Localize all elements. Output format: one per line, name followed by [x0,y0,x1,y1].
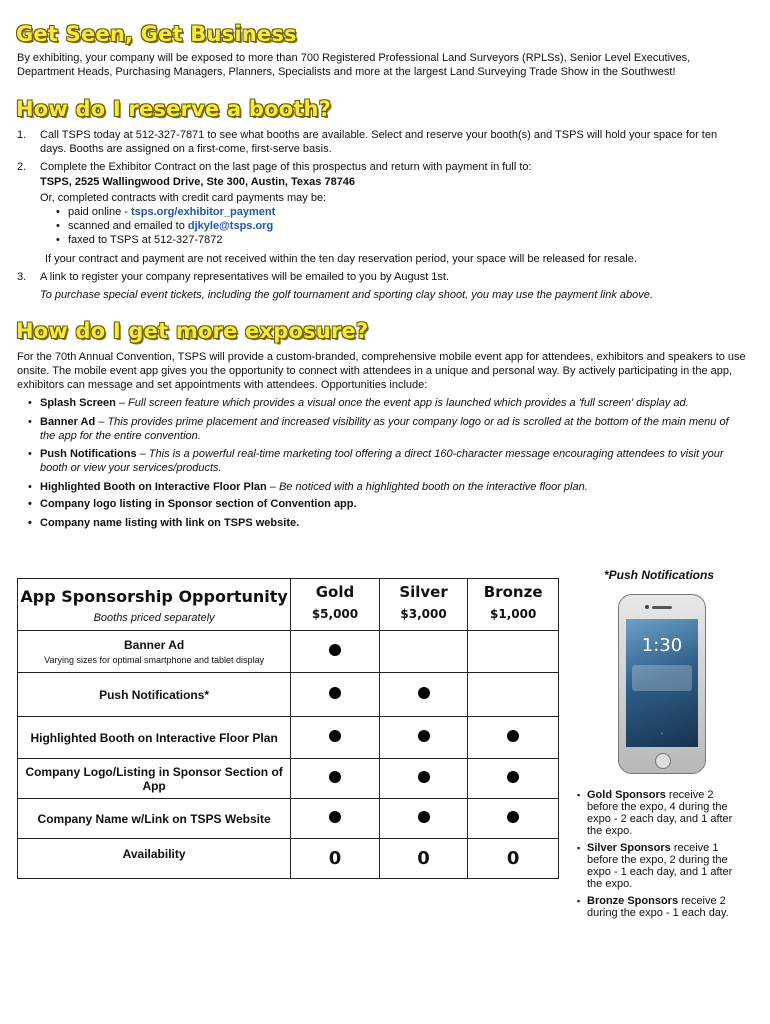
included-dot [329,687,341,699]
push-notifications-title: *Push Notifications [604,568,715,582]
heading-get-seen: Get Seen, Get Business [16,22,297,46]
included-dot [507,771,519,783]
phone-notification [632,665,692,691]
tier-silver-header: Silver $3,000 [379,579,468,631]
step-1-number: 1. [17,129,27,141]
tier-bronze-header: Bronze $1,000 [468,579,559,631]
row-label: Company Logo/Listing in Sponsor Section of App [18,759,291,799]
mailing-address: TSPS, 2525 Wallingwood Drive, Ste 300, Austin, Texas 78746 [40,176,356,188]
included-dot [329,811,341,823]
opportunity-splash-screen: • Splash Screen – Full screen feature which provides a visual once the event app is launched which provides a 'full screen' display ad. [40,396,740,410]
row-label: Banner Ad Varying sizes for optimal smartphone and tablet display [18,631,291,673]
table-subtitle: Booths priced separately [93,612,215,624]
opportunity-banner-ad: • Banner Ad – This provides prime placement and increased visibility as your company logo or ad is scrolled at the bottom of the main menu of the app for the entire convention. [40,415,740,443]
table-row [18,799,559,839]
heading-more-exposure: How do I get more exposure? [16,319,369,343]
step-3-text: A link to register your company representatives will be emailed to you by August 1st. [40,271,450,283]
email-link[interactable]: djkyle@tsps.org [187,220,274,232]
step-2-number: 2. [17,161,27,173]
included-dot [507,811,519,823]
step-1-text: Call TSPS today at 512-327-7871 to see what booths are available. Select and reserve your booth(s) and TSPS will hold your space for ten days. Booths are assigned on a first-come, first-serve basis. [40,129,718,155]
included-dot [418,687,430,699]
row-label: Company Name w/Link on TSPS Website [18,799,291,839]
heading-reserve-booth: How do I reserve a booth? [16,97,332,121]
included-dot [329,644,341,656]
availability-gold: 0 [291,839,380,879]
table-row [18,839,559,879]
sponsorship-table [17,578,559,879]
payment-option-online: • paid online - tsps.org/exhibitor_payment [68,205,275,219]
included-dot [418,811,430,823]
table-title: App Sponsorship Opportunity [20,587,288,606]
row-label: Highlighted Booth on Interactive Floor Plan [18,717,291,759]
step-2-text: Complete the Exhibitor Contract on the last page of this prospectus and return with payment in full to: [40,161,532,173]
phone-home-button [655,753,671,769]
table-row [18,673,559,717]
payment-link[interactable]: tsps.org/exhibitor_payment [131,206,276,218]
silver-sponsors-note: ▪ Silver Sponsors receive 1 before the expo, 2 during the expo - 1 each day, and 1 after the expo. [587,842,747,890]
phone-lock-screen: 1:30 › [626,619,698,747]
opportunity-highlighted-booth: • Highlighted Booth on Interactive Floor Plan – Be noticed with a highlighted booth on the interactive floor plan. [40,480,740,494]
included-dot [418,730,430,742]
exposure-paragraph: For the 70th Annual Convention, TSPS will provide a custom-branded, comprehensive mobile event app for attendees, exhibitors and speakers to use onsite. The mobile event app gives you the opportunity to connect with attendees in a unique and personal way. By actively participating in the app, exhibitors can message and set appointments with attendees. Opportunities include: [17,351,746,391]
intro-paragraph: By exhibiting, your company will be exposed to more than 700 Registered Professional Land Surveyors (RPLSs), Senior Level Executives, Department Heads, Purchasing Managers, Planners, Specialists and more at the largest Land Surveying Trade Show in the Southwest! [17,52,691,78]
phone-image [618,594,706,774]
table-title-cell [18,579,291,631]
tier-gold-header: Gold $5,000 [291,579,380,631]
opportunity-push-notifications: • Push Notifications – This is a powerful real-time marketing tool offering a direct 160-character message encouraging attendees to visit your booth or view your services/products. [40,447,740,475]
payment-option-email: • scanned and emailed to djkyle@tsps.org [68,219,273,233]
bronze-sponsors-note: ▪ Bronze Sponsors receive 2 during the expo - 1 each day. [587,895,747,919]
reservation-warning: If your contract and payment are not received within the ten day reservation period, your space will be released for resale. [45,253,637,265]
opportunity-company-name: • Company name listing with link on TSPS website. [40,516,740,530]
opportunity-company-logo: • Company logo listing in Sponsor section of Convention app. [40,497,740,511]
included-dot [418,771,430,783]
row-label: Availability [18,839,291,879]
table-row [18,759,559,799]
availability-bronze: 0 [468,839,559,879]
table-row [18,717,559,759]
table-row [18,631,559,673]
included-dot [329,730,341,742]
included-dot [507,730,519,742]
included-dot [329,771,341,783]
tickets-note: To purchase special event tickets, including the golf tournament and sporting clay shoot, you may use the payment link above. [40,289,653,301]
phone-clock: 1:30 [641,635,683,656]
gold-sponsors-note: ▪ Gold Sponsors receive 2 before the expo, 4 during the expo - 2 each day, and 1 after the expo. [587,789,747,837]
payment-options-intro: Or, completed contracts with credit card payments may be: [40,192,327,204]
row-label: Push Notifications* [18,673,291,717]
step-3-number: 3. [17,271,27,283]
payment-option-fax: • faxed to TSPS at 512-327-7872 [68,233,223,247]
availability-silver: 0 [379,839,468,879]
